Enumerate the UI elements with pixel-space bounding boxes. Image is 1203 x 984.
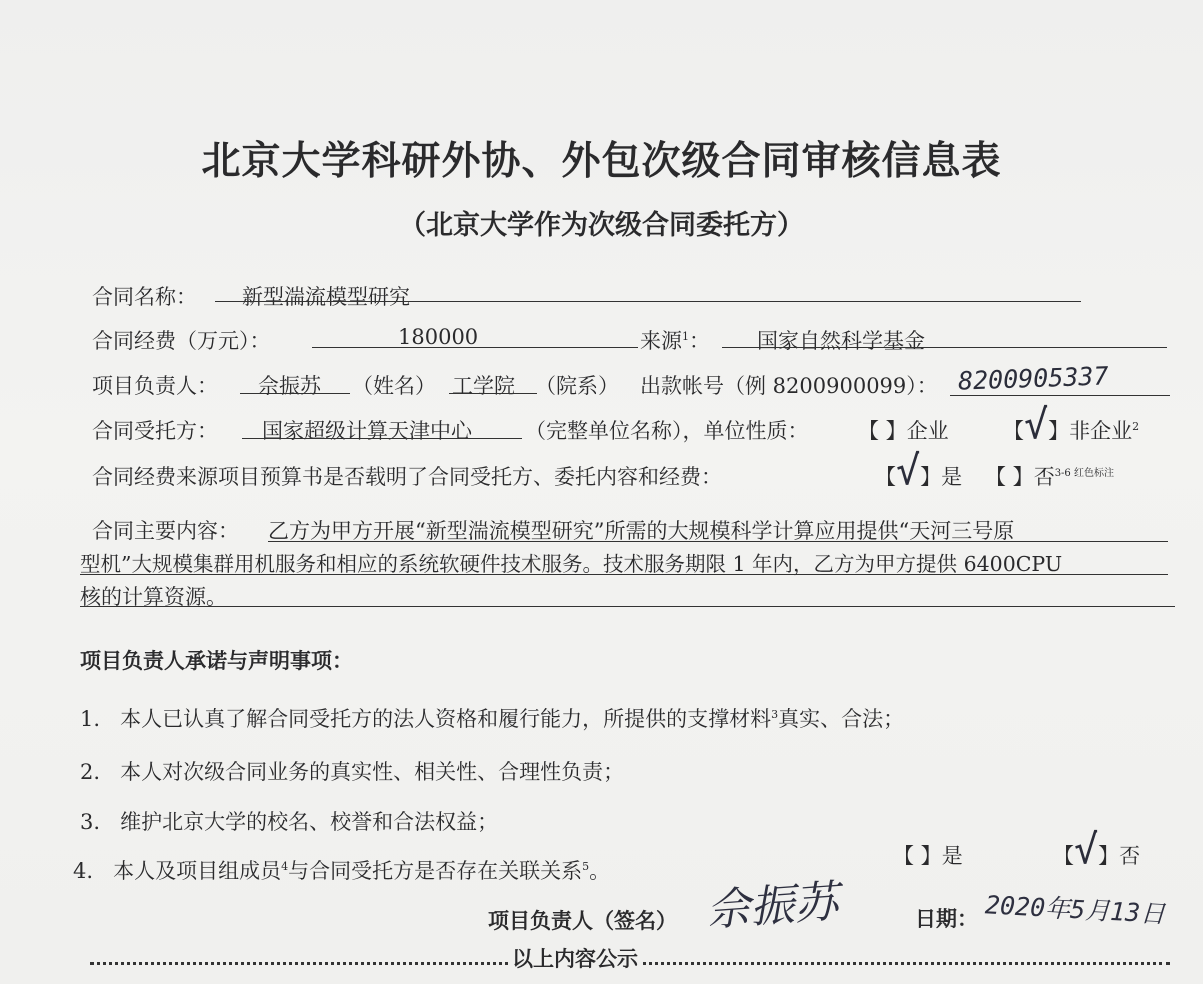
non-enterprise-option: 【√】非企业$^2$: [1003, 402, 1140, 448]
contractee-label: 合同受托方：: [92, 419, 218, 443]
main-content-line-1: 乙方为甲方开展“新型湍流模型研究”所需的大规模科学计算应用提供“天河三号原: [268, 519, 1015, 543]
project-leader-name: 佘振苏: [258, 374, 321, 398]
budget-question-label: 合同经费来源项目预算书是否载明了合同受托方、委托内容和经费：: [92, 465, 722, 489]
related-yes-option: 【 】是: [893, 844, 963, 868]
enterprise-option: 【 】企业: [858, 419, 949, 443]
main-content-underline-1: [268, 541, 1168, 542]
commitment-item-3: 3. 维护北京大学的校名、校誉和合法权益；: [80, 810, 499, 834]
related-no-option: 【√】否: [1053, 827, 1141, 873]
project-leader-label: 项目负责人：: [92, 374, 218, 398]
contractee-hint: （完整单位名称），单位性质：: [525, 419, 809, 443]
commitments-heading: 项目负责人承诺与声明事项：: [80, 648, 353, 673]
leader-name-hint: （姓名）: [352, 374, 436, 398]
contract-fee-label: 合同经费（万元）：: [92, 329, 271, 353]
leader-name-underline: [240, 393, 350, 394]
document-title: 北京大学科研外协、外包次级合同审核信息表: [201, 138, 1002, 184]
fee-source-value: 国家自然科学基金: [757, 329, 925, 353]
fee-source-underline: [722, 347, 1167, 348]
public-notice-label: 以上内容公示: [508, 943, 642, 973]
contract-name-underline: [215, 301, 1081, 302]
contract-fee-value: 180000: [398, 325, 479, 349]
main-content-line-3: 核的计算资源。: [80, 585, 227, 609]
commitment-item-4: 4. 本人及项目组成员$^4$与合同受托方是否存在关联关系$^5$。: [73, 859, 611, 883]
account-value-handwritten: 8200905337: [957, 361, 1109, 396]
leader-department: 工学院: [452, 374, 515, 398]
commitment-item-1: 1. 本人已认真了解合同受托方的法人资格和履行能力，所提供的支撑材料$^3$真实、合法；: [80, 707, 905, 731]
check-mark-icon: √: [1024, 402, 1049, 448]
date-label: 日期：: [915, 906, 978, 931]
budget-no-option: 【 】否$^{3-6 红色标注}$: [985, 465, 1114, 489]
account-label: 出款帐号（例 8200900099）：: [640, 374, 938, 398]
document-subtitle: （北京大学作为次级合同委托方）: [399, 210, 804, 241]
contractee-underline: [242, 438, 522, 439]
signature-label: 项目负责人（签名）: [488, 908, 677, 933]
check-mark-icon: √: [896, 448, 921, 494]
budget-yes-option: 【√】是: [875, 448, 963, 494]
main-content-line-2: 型机”大规模集群用机服务和相应的系统软硬件技术服务。技术服务期限 1 年内，乙方为甲方提供 6400CPU: [80, 552, 1063, 576]
main-content-label: 合同主要内容：: [92, 519, 239, 543]
main-content-underline-2: [80, 574, 1168, 575]
main-content-underline-3: [80, 606, 1175, 607]
handwritten-signature: 佘振苏: [704, 876, 840, 937]
check-mark-icon: √: [1074, 827, 1099, 873]
fee-source-label: 来源$^1$：: [640, 329, 710, 353]
account-underline: [950, 395, 1170, 396]
handwritten-date: 2020年5月13日: [984, 890, 1166, 929]
contract-name-label: 合同名称：: [92, 285, 197, 309]
contract-name-value: 新型湍流模型研究: [242, 285, 410, 309]
department-underline: [449, 393, 537, 394]
commitment-item-2: 2. 本人对次级合同业务的真实性、相关性、合理性负责；: [80, 760, 625, 784]
department-hint: （院系）: [535, 374, 619, 398]
contractee-value: 国家超级计算天津中心: [262, 419, 472, 443]
contract-fee-underline: [312, 347, 638, 348]
